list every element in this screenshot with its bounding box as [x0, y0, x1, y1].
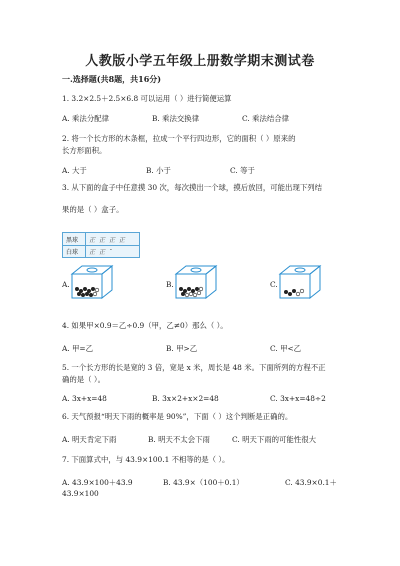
q6-option-c[interactable]: C. 明天下雨的可能性很大: [232, 435, 316, 444]
page-title: 人教版小学五年级上册数学期末测试卷: [85, 54, 315, 69]
q4-option-b[interactable]: B. 甲>乙: [166, 344, 198, 353]
ball-box-b-icon: [174, 264, 218, 300]
tally-white-marks: 正 正 ¯: [89, 249, 113, 256]
q2-option-a[interactable]: A. 大于: [62, 166, 87, 175]
q5-option-b[interactable]: B. 3x×2+x×2=48: [152, 394, 219, 403]
q2-option-c[interactable]: C. 等于: [230, 166, 255, 175]
q1-option-b[interactable]: B. 乘法交换律: [152, 114, 200, 123]
q7-option-c[interactable]: C. 43.9×0.1＋: [285, 478, 337, 487]
question-2-line-1: 2. 将一个长方形的木条框，拉成一个平行四边形，它的面积（ ）原来的: [62, 134, 296, 143]
q4-option-a[interactable]: A. 甲=乙: [62, 344, 94, 353]
tally-table: [62, 232, 140, 258]
question-3-line-2: 果的是（ ）盒子。: [62, 205, 124, 214]
ball-box-a-icon: [70, 264, 114, 300]
question-4: 4. 如果甲×0.9＝乙÷0.9（甲，乙≠0）那么（ ）。: [62, 321, 228, 330]
q1-option-c[interactable]: C. 乘法结合律: [242, 114, 290, 123]
q3-option-a[interactable]: A.: [62, 280, 70, 289]
q6-option-a[interactable]: A. 明天肯定下雨: [62, 435, 117, 444]
ball-box-c-icon: [278, 264, 322, 300]
tally-white-label: 白球: [66, 249, 79, 256]
tally-black-label: 黑球: [66, 237, 79, 244]
q6-option-b[interactable]: B. 明天不太会下雨: [148, 435, 210, 444]
q3-option-b[interactable]: B.: [166, 280, 174, 289]
question-5-line-2: 确的是（ ）。: [62, 375, 105, 384]
section-heading: 一.选择题(共8题，共16分): [62, 74, 162, 84]
q5-option-c[interactable]: C. 3x+x=48÷2: [270, 394, 326, 403]
question-1: 1. 3.2×2.5＋2.5×6.8 可以运用（ ）进行简便运算: [62, 94, 232, 103]
question-3-line-1: 3. 从下面的盒子中任意摸 30 次，每次摸出一个球，摸后放回，可能出现下列结: [62, 183, 323, 192]
tally-black-marks: 正 正 正 正: [89, 237, 126, 244]
q7-option-c-continued: 43.9×100: [62, 489, 99, 498]
q5-option-a[interactable]: A. 3x+x=48: [62, 394, 107, 403]
q1-option-a[interactable]: A. 乘法分配律: [62, 114, 109, 123]
question-6: 6. 天气预报“明天下雨的概率是 90%”，下面（ ）这个判断是正确的。: [62, 412, 293, 421]
question-7: 7. 下面算式中，与 43.9×100.1 不相等的是（ ）。: [62, 455, 230, 464]
question-2-line-2: 长方形面积。: [62, 146, 107, 155]
tally-row-white: [63, 245, 139, 257]
question-5-line-1: 5. 一个长方形的长是宽的 3 倍，宽是 x 米，周长是 48 米。下面所列的方程不正: [62, 363, 326, 372]
q4-option-c[interactable]: C. 甲<乙: [270, 344, 302, 353]
q7-option-a[interactable]: A. 43.9×100＋43.9: [62, 478, 133, 487]
q3-option-c[interactable]: C.: [270, 280, 278, 289]
q7-option-b[interactable]: B. 43.9×（100＋0.1）: [163, 478, 244, 487]
q2-option-b[interactable]: B. 小于: [146, 166, 171, 175]
